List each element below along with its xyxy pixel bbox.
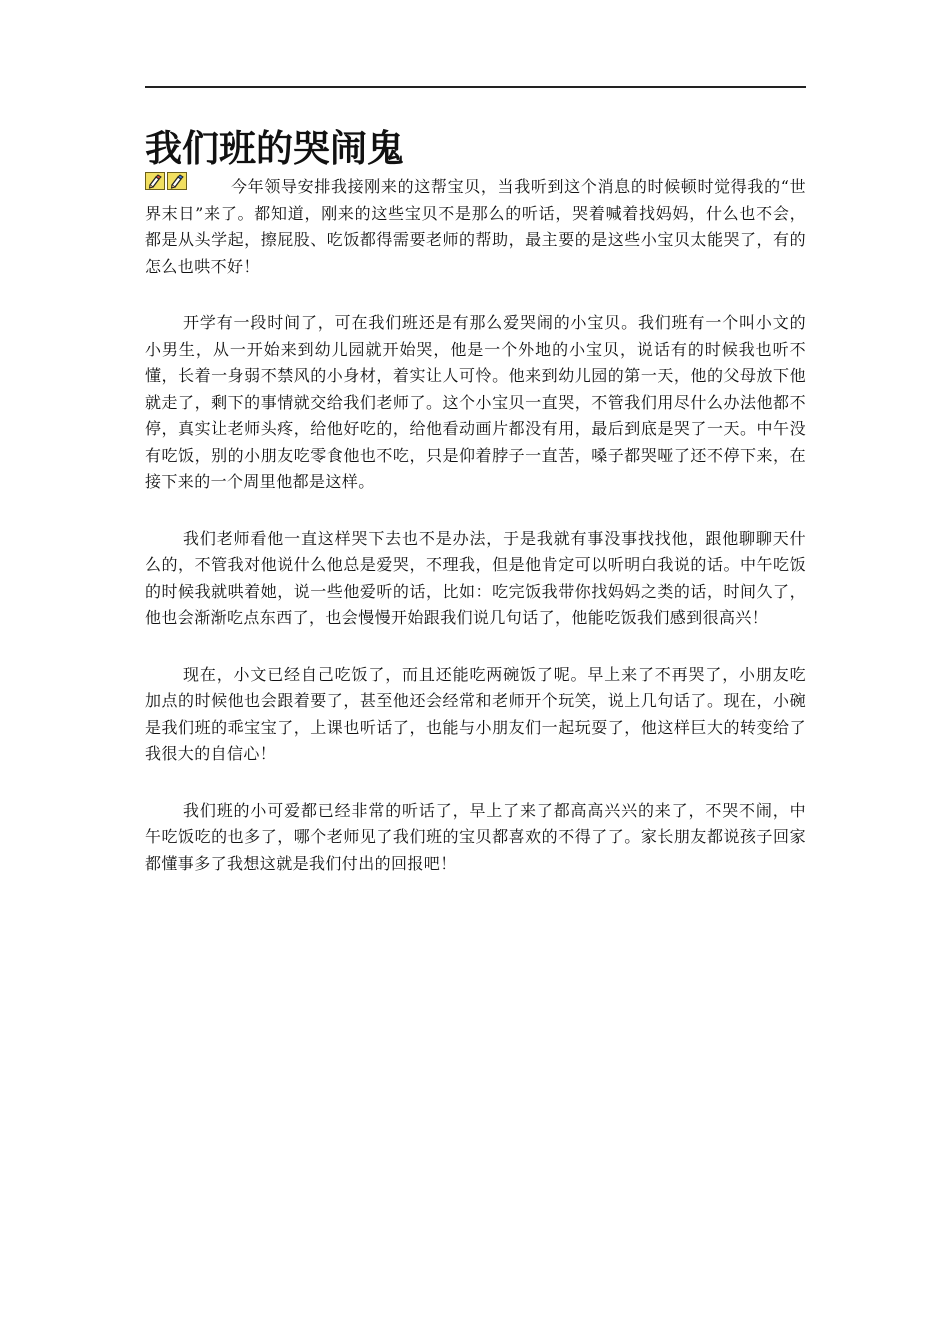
paragraph-2: 开学有一段时间了，可在我们班还是有那么爱哭闹的小宝贝。我们班有一个叫小文的小男生，从一开始来到幼儿园就开始哭，他是一个外地的小宝贝，说话有的时候我也听不懂，长着一身弱不禁风的小身材，着实让人可怜。他来到幼儿园的第一天，他的父母放下他就走了，剩下的事情就交给我们老师了。这个小宝贝一直哭，不管我们用尽什么办法他都不停，真实让老师头疼，给他好吃的，给他看动画片都没有用，最后到底是哭了一天。中午没有吃饭，别的小朋友吃零食他也不吃，只是仰着脖子一直苦，嗓子都哭哑了还不停下来，在接下来的一个周里他都是这样。	[145, 313, 806, 491]
document-body	[145, 174, 806, 907]
header-rule	[145, 86, 806, 88]
document-title: 我们班的哭闹鬼	[145, 127, 404, 170]
paragraph-4: 现在，小文已经自己吃饭了，而且还能吃两碗饭了呢。早上来了不再哭了，小朋友吃加点的时候他也会跟着要了，甚至他还会经常和老师开个玩笑，说上几句话了。现在，小碗是我们班的乖宝宝了，上课也听话了，也能与小朋友们一起玩耍了，他这样巨大的转变给了我很大的自信心！	[145, 664, 806, 763]
paragraph-1: 今年领导安排我接刚来的这帮宝贝，当我听到这个消息的时候顿时觉得我的“世界末日”来了。都知道，刚来的这些宝贝不是那么的听话，哭着喊着找妈妈，什么也不会，都是从头学起，擦屁股、吃饭都得需要老师的帮助，最主要的是这些小宝贝太能哭了，有的怎么也哄不好！	[145, 177, 806, 276]
paragraph-5: 我们班的小可爱都已经非常的听话了，早上了来了都高高兴兴的来了，不哭不闹，中午吃饭吃的也多了，哪个老师见了我们班的宝贝都喜欢的不得了了。家长朋友都说孩子回家都懂事多了我想这就是我们付出的回报吧！	[145, 800, 806, 873]
paragraph-3: 我们老师看他一直这样哭下去也不是办法，于是我就有事没事找找他，跟他聊聊天什么的，不管我对他说什么他总是爱哭，不理我，但是他肯定可以听明白我说的话。中午吃饭的时候我就哄着她，说一些他爱听的话，比如：吃完饭我带你找妈妈之类的话，时间久了，他也会渐渐吃点东西了，也会慢慢开始跟我们说几句话了，他能吃饭我们感到很高兴！	[145, 528, 806, 627]
